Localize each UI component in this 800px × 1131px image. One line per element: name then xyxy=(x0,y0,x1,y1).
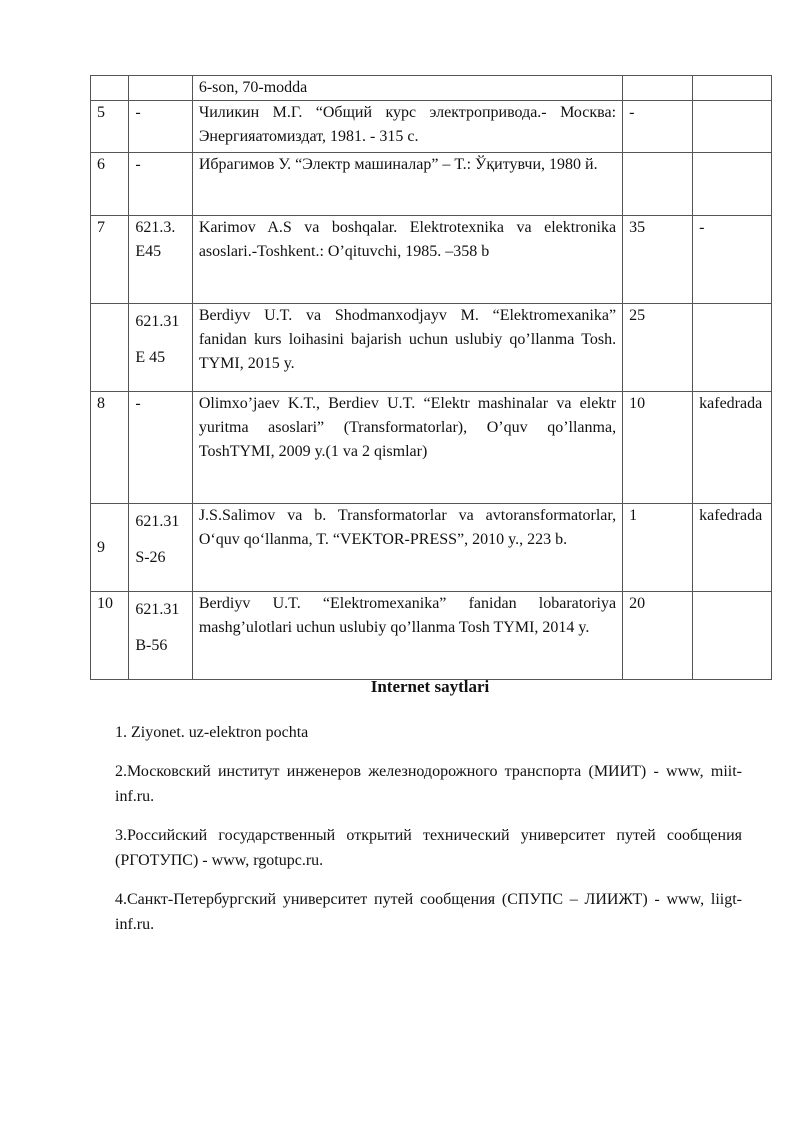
location-note xyxy=(693,304,772,392)
table-row xyxy=(91,153,772,216)
reference-text: Berdiyv U.T. “Elektromexanika” fanidan lobaratoriya mashg’ulotlari uchun uslubiy qo’llanma Tosh TYMI, 2014 y. xyxy=(192,592,622,680)
location-note xyxy=(693,76,772,101)
copies-count: 25 xyxy=(623,304,693,392)
library-code-line: S-26 xyxy=(135,549,166,566)
table-row xyxy=(91,76,772,101)
website-item: 4.Санкт-Петербургский университет путей сообщения (СПУПС – ЛИИЖТ) - www, liigt-inf.ru. xyxy=(115,891,742,933)
library-code xyxy=(129,76,193,101)
location-note xyxy=(693,101,772,153)
library-code xyxy=(129,216,193,304)
library-code: - xyxy=(129,392,193,504)
row-number xyxy=(91,304,129,392)
library-code xyxy=(129,304,193,392)
website-item: 1. Ziyonet. uz-elektron pochta xyxy=(115,724,309,741)
table-row xyxy=(91,592,772,680)
table-row xyxy=(91,304,772,392)
row-number: 5 xyxy=(91,101,129,153)
reference-text: Ибрагимов У. “Электр машиналар” – Т.: Ўқитувчи, 1980 й. xyxy=(192,153,622,216)
row-number: 10 xyxy=(91,592,129,680)
website-item: 2.Московский институт инженеров железнодорожного транспорта (МИИТ) - www, miit-inf.ru. xyxy=(115,763,742,805)
location-note: kafedrada xyxy=(693,504,772,592)
copies-count: 20 xyxy=(623,592,693,680)
section-title: Internet saytlari xyxy=(370,677,490,696)
location-note xyxy=(693,592,772,680)
reference-text: Karimov A.S va boshqalar. Elektrotexnika va elektronika asoslari.-Toshkent.: O’qituvchi, 1985. –358 b xyxy=(192,216,622,304)
row-number: 9 xyxy=(91,504,129,592)
library-code-line: 621.3. xyxy=(135,219,176,236)
row-number xyxy=(91,76,129,101)
location-note xyxy=(693,153,772,216)
table-row xyxy=(91,504,772,592)
reference-text: Olimxo’jaev K.T., Berdiev U.T. “Elektr mashinalar va elektr yuritma asoslari” (Transformatorlar), O’quv qo’llanma, ToshTYMI, 2009 y.(1 va 2 qismlar) xyxy=(192,392,622,504)
location-note: kafedrada xyxy=(693,392,772,504)
row-number: 7 xyxy=(91,216,129,304)
copies-count: 1 xyxy=(623,504,693,592)
copies-count: 35 xyxy=(623,216,693,304)
library-code: - xyxy=(129,101,193,153)
copies-count: 10 xyxy=(623,392,693,504)
library-code-line: 621.31 xyxy=(135,601,180,618)
library-code: - xyxy=(129,153,193,216)
reference-text: 6-son, 70-modda xyxy=(192,76,622,101)
library-code-line: 621.31 xyxy=(135,513,180,530)
reference-text: J.S.Salimov va b. Transformatorlar va avtoransformatorlar, O‘quv qo‘llanma, T. “VEKTOR-PRESS”, 2010 y., 223 b. xyxy=(192,504,622,592)
library-code xyxy=(129,592,193,680)
table-row xyxy=(91,216,772,304)
copies-count xyxy=(623,153,693,216)
copies-count xyxy=(623,76,693,101)
table-row xyxy=(91,101,772,153)
row-number: 8 xyxy=(91,392,129,504)
reference-text: Berdiyv U.T. va Shodmanxodjayv M. “Elektromexanika” fanidan kurs loihasini bajarish uchun uslubiy qo’llanma Tosh. TYMI, 2015 y. xyxy=(192,304,622,392)
literature-table xyxy=(90,75,772,680)
copies-count: - xyxy=(623,101,693,153)
table-row xyxy=(91,392,772,504)
library-code-line: E 45 xyxy=(135,349,166,366)
row-number: 6 xyxy=(91,153,129,216)
location-note: - xyxy=(693,216,772,304)
library-code-line: B-56 xyxy=(135,637,168,654)
library-code-line: 621.31 xyxy=(135,313,180,330)
website-list xyxy=(115,720,742,951)
library-code xyxy=(129,504,193,592)
library-code-line: E45 xyxy=(135,243,162,260)
website-item: 3.Российский государственный открытий технический университет путей сообщения (РГОТУПС) - www, rgotupc.ru. xyxy=(115,827,742,869)
reference-text: Чиликин М.Г. “Общий курс электропривода.- Москва: Энергияатомиздат, 1981. - 315 с. xyxy=(192,101,622,153)
